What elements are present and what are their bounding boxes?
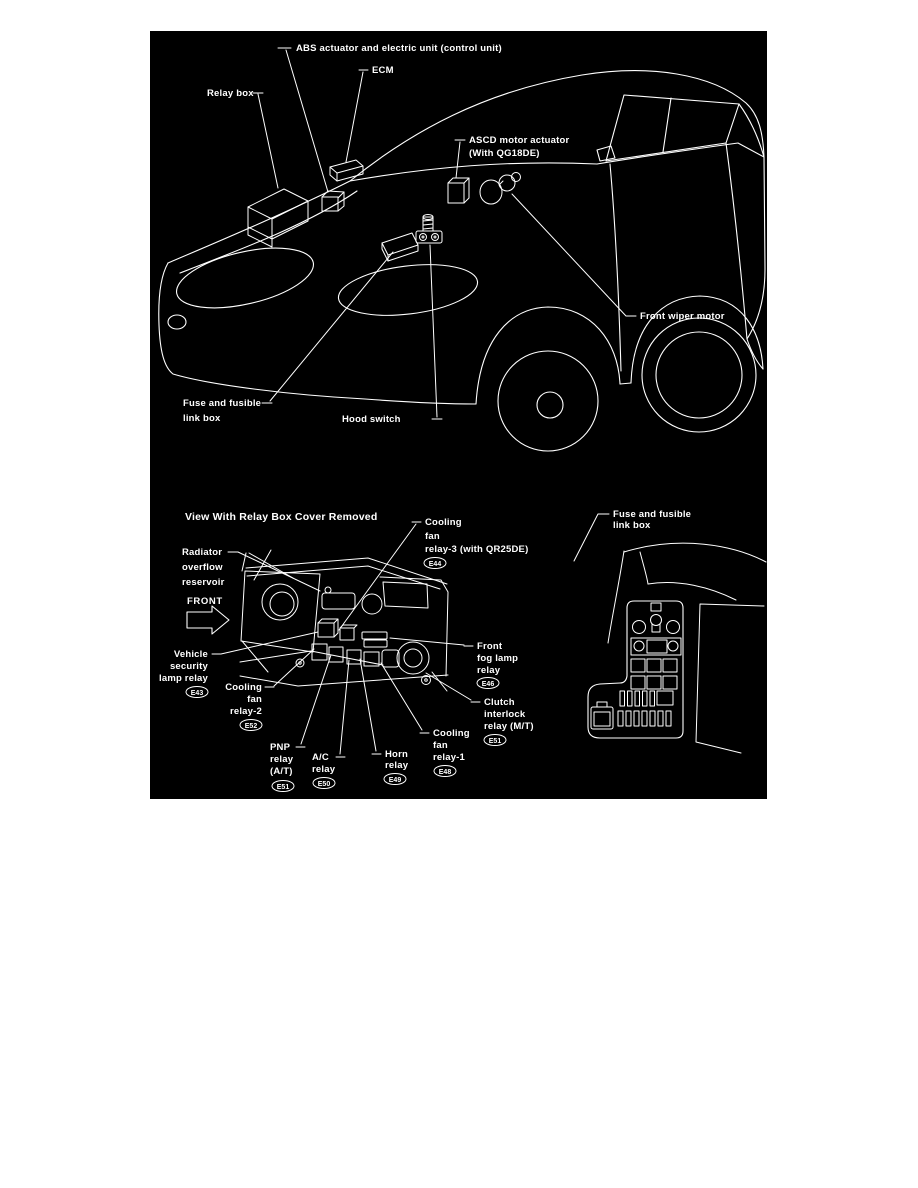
vehicle-security-label-line2: security [169,661,208,672]
front-fog-relay-label-line2: fog lamp [477,653,519,664]
clutch-interlock-label-line3: relay (M/T) [484,721,534,732]
pnp-relay-label-line3: (A/T) [270,766,293,777]
fuse-link-box2-label-line1: Fuse and fusible [613,509,692,520]
ascd-actuator-label-line2: (With QG18DE) [469,148,540,159]
clutch-interlock-label-line1: Clutch [484,697,515,708]
vehicle-security-label-line3: lamp relay [159,673,208,684]
badge-e52 [240,720,262,731]
cooling-fan-relay2-label-line1: Cooling [225,682,262,693]
cooling-fan-relay1-label-line3: relay-1 [433,752,466,763]
horn-relay-label-line2: relay [385,760,409,771]
ascd-actuator-label-line1: ASCD motor actuator [469,135,570,146]
badge-e51-clutch-text: E51 [488,738,502,745]
diagram-panel [150,31,767,799]
lower-diagram-title: View With Relay Box Cover Removed [185,511,378,523]
clutch-interlock-label-line2: interlock [484,709,526,720]
vehicle-security-label-line1: Vehicle [173,649,208,660]
ecm-label: ECM [372,65,394,76]
top-leader-lines [253,48,636,419]
radiator-label-line3: reservoir [182,577,225,588]
fuse-link-box2-label-line2: link box [613,520,651,531]
badge-e44 [424,558,446,569]
lower-right-labels [613,509,691,531]
badge-e46-text: E46 [481,681,495,688]
badge-e51-clutch [484,735,506,746]
fuse-link-box-label-line1: Fuse and fusible [183,398,262,409]
fuse-box-drawing [588,543,766,753]
pnp-relay-label-line2: relay [270,754,294,765]
front-direction-indicator [187,596,229,634]
top-diagram-labels [183,43,725,425]
cooling-fan-relay1-label-line1: Cooling [433,728,470,739]
badge-e49-text: E49 [388,777,402,784]
cooling-fan-relay3-label-line1: Cooling [425,517,462,528]
badge-e51-pnp-text: E51 [276,784,290,791]
badge-e46 [477,678,499,689]
radiator-label-line2: overflow [182,562,223,573]
front-fog-relay-label-line1: Front [477,641,503,652]
badge-e49 [384,774,406,785]
front-arrow-icon [187,606,229,634]
badge-e51-pnp [272,781,294,792]
radiator-label-line1: Radiator [182,547,223,558]
front-label: FRONT [187,596,223,607]
badge-e48-text: E48 [438,769,452,776]
abs-actuator-label: ABS actuator and electric unit (control unit) [296,43,502,54]
ac-relay-label-line1: A/C [312,752,329,763]
hood-switch-label: Hood switch [342,414,401,425]
cooling-fan-relay3-label-line2: fan [425,531,440,542]
cooling-fan-relay1-label-line2: fan [433,740,448,751]
badge-e43-text: E43 [190,690,204,697]
component-location-diagram [150,31,767,799]
badge-e43 [186,687,208,698]
ac-relay-label-line2: relay [312,764,336,775]
badge-e44-text: E44 [428,561,442,568]
car-outline-drawing [159,71,765,451]
fuse-link-box-label-line2: link box [183,413,221,424]
cooling-fan-relay2-label-line2: fan [247,694,262,705]
relay-box-label: Relay box [207,88,254,99]
front-fog-relay-label-line3: relay [477,665,501,676]
badge-e50 [313,778,335,789]
lower-right-leader-lines [574,514,609,561]
badge-e50-text: E50 [317,781,331,788]
cooling-fan-relay2-label-line3: relay-2 [229,706,262,717]
badge-e48 [434,766,456,777]
engine-bay-drawing [240,550,448,691]
horn-relay-label-line1: Horn [385,749,408,760]
cooling-fan-relay3-label-line3: relay-3 (with QR25DE) [425,544,529,555]
front-wiper-motor-label: Front wiper motor [640,311,725,322]
pnp-relay-label-line1: PNP [270,742,291,753]
badge-e52-text: E52 [244,723,258,730]
